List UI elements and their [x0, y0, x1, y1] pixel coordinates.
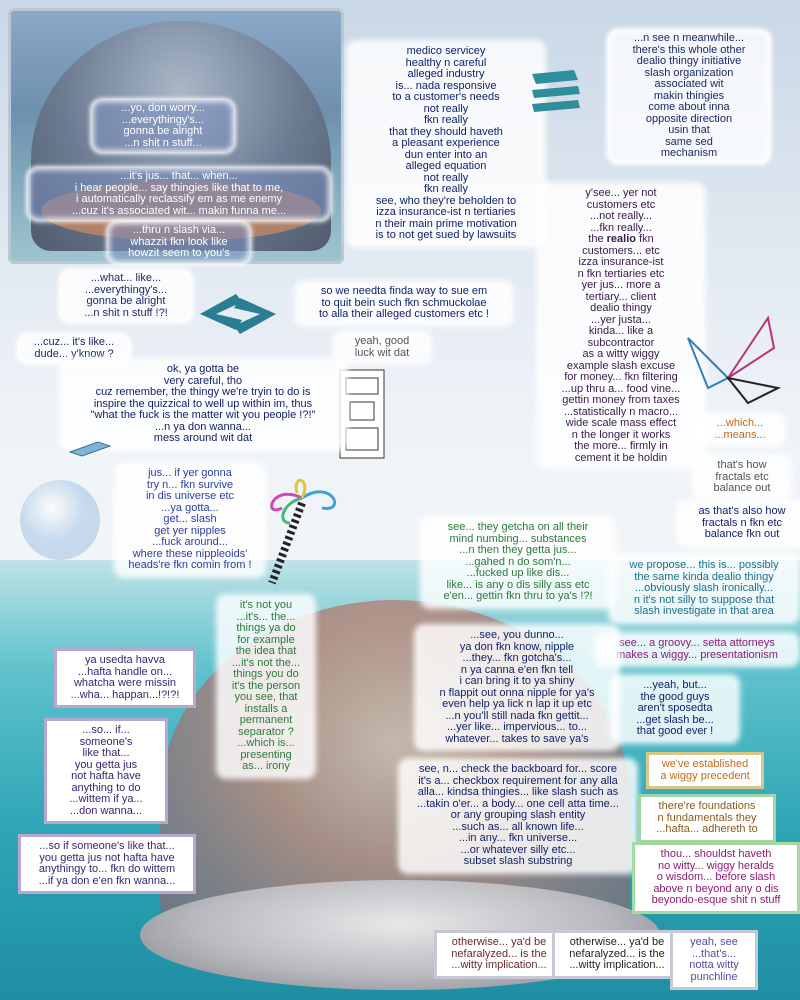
butterfly-icon: [678, 308, 788, 408]
card-so-if: ...so... if... someone's like that... you getta jus not hafta have anything to do ...wittem if ya... ...don wanna...: [44, 718, 168, 824]
text-groovy: see... a groovy... setta attorneys makes a wiggy... presentationism: [598, 636, 796, 663]
text-survive: jus... if yer gonna try n... fkn survive in dis universe etc ...ya gotta... get... slash get yer nipples ...fuck around... where these nippleoids' heads're fkn comin from !: [118, 466, 262, 574]
bubble-cuz-dude: ...cuz... it's like... dude... y'know ?: [18, 334, 130, 363]
glass-orb: [20, 480, 100, 560]
bubble-meanwhile: ...n see n meanwhile... there's this whole other dealio thingy initiative slash organization associated wit makin thingies come about inna opposite direction usin that same sed mechanism: [608, 30, 770, 163]
text-fractals-1: that's how fractals etc balance out: [696, 458, 788, 497]
card-so-if-someone: ...so if someone's like that... you getta jus not hafta have anythingy to... fkn do wittem ...if ya don e'en fkn wanna...: [18, 834, 196, 894]
text-medico: medico servicey healthy n careful alleged industry is... nada responsive to a customer's needs not really fkn really that they should haveth a pleasant experience dun enter into an alleged equation not really fkn really see, who they're beholden to izza insurance-ist n tertiaries n their main prime motivation is to not get sued by lawsuits: [350, 44, 542, 244]
card-foundations: there're foundations n fundamentals they ...hafta... adhereth to: [638, 794, 776, 843]
diamond-icon: [68, 440, 112, 458]
text-see-you: ...see, you dunno... ya don fkn know, nipple ...they... fkn gotcha's... n ya canna e'en fkn tell i can bring it to ya shiny n flappit out onna nipple for ya's even help ya lick n lap it up etc ...n you'll still nada fkn gettit... ...yer like... impervious... to... whatever... takes to save ya's: [418, 628, 616, 747]
card-usedta: ya usedta havva ...hafta handle on... whatcha were missin ...wha... happan...!?!?!: [54, 648, 196, 708]
text-not-you: it's not you ...it's... the... things ya do for example the idea that ...it's not the... things you do it's the person you see, that installs a permanent separator ? ...which is... presenting as... irony: [220, 598, 312, 775]
text-which-means: ...which... ...means...: [698, 416, 782, 443]
palm-tree-icon: [252, 478, 352, 588]
card-notta-witty: yeah, see ...that's... notta witty punchline: [670, 930, 758, 990]
text-ysee-a: y'see... yer not customers etc ...not really... ...fkn really... the: [585, 187, 657, 245]
text-fractals-2: as that's also how fractals n fkn etc balance fkn out: [680, 504, 800, 543]
text-careful: ok, ya gotta be very careful, tho cuz remember, the thingy we're tryin to do is inspire the quizzical to well up within im, thus "what the fuck is the matter wit you people !?!" ...n ya don wanna... mess around wit dat: [62, 362, 344, 447]
text-good-guys: ...yeah, but... the good guys aren't sposedta ...get slash be... that good ever !: [614, 678, 736, 740]
swap-arrows-icon: [198, 290, 278, 340]
text-sue-em: so we needta finda way to sue em to quit bein such fkn schmuckolae to alla their alleged customers etc !: [298, 284, 510, 323]
text-good-luck: yeah, good luck wit dat: [336, 334, 428, 361]
bubble-hear-people: ...it's jus... that... when... i hear people... say thingies like that to me, i automatically reclassify em as me enemy ...cuz it's associated wit... makin funna me...: [28, 168, 330, 220]
card-otherwise-2: otherwise... ya'd be nefaralyzed... is the ...witty implication...: [552, 930, 682, 979]
text-realio: realio: [606, 233, 636, 245]
text-backboard: see, n... check the backboard for... score it's a... checkbox requirement for any alla alla... kindsa thingies... like slash such as ...takin o'er... a body... one cell atta time... or any grouping slash entity ...such as... all known life... ...in any... fkn universe... ...or whatever silly etc... subset slash substring: [402, 762, 634, 870]
card-precedent: we've established a wiggy precedent: [646, 752, 764, 789]
text-ysee-b: fkn customers... etc izza insurance-ist n fkn tertiaries etc yer jus... more a tertiary... client dealio thingy ...yer justa... kinda... like a subcontractor as a witty wiggy example slash excuse for money... fkn filtering ...up thru a... food vine... gettin money from taxes ...statistically n macro... wide scale mass effect n the longer it works the more... firmly in cement it be holdin: [561, 233, 681, 464]
card-thou: thou... shouldst haveth no witty... wiggy heralds o wisdom... before slash above n beyond any o dis beyondo-esque shit n stuff: [632, 842, 800, 914]
text-getcha: see... they getcha on all their mind numbing... substances ...n then they getta jus... ...gahed n do som'n... ...fucked up like dis... like... is any o dis silly ass etc e'en... gettin fkn thru to ya's !?!: [424, 520, 612, 605]
bubble-what-like: ...what... like... ...everythingy's... gonna be alright ...n shit n stuff !?!: [60, 270, 192, 322]
card-otherwise-1: otherwise... ya'd be nefaralyzed... is the ...witty implication...: [434, 930, 564, 979]
bubble-thru-slash: ...thru n slash via... whazzit fkn look like howzit seem to you's: [108, 222, 250, 263]
text-propose: we propose... this is... possibly the same kinda dealio thingy ...obviously slash ironically... n it's not silly to suppose that slash investigate in that area: [612, 558, 796, 620]
bubble-yo: ...yo, don worry... ...everythingy's... gonna be alright ...n shit n stuff...: [92, 100, 234, 152]
equals-arrow-icon: [528, 68, 582, 114]
